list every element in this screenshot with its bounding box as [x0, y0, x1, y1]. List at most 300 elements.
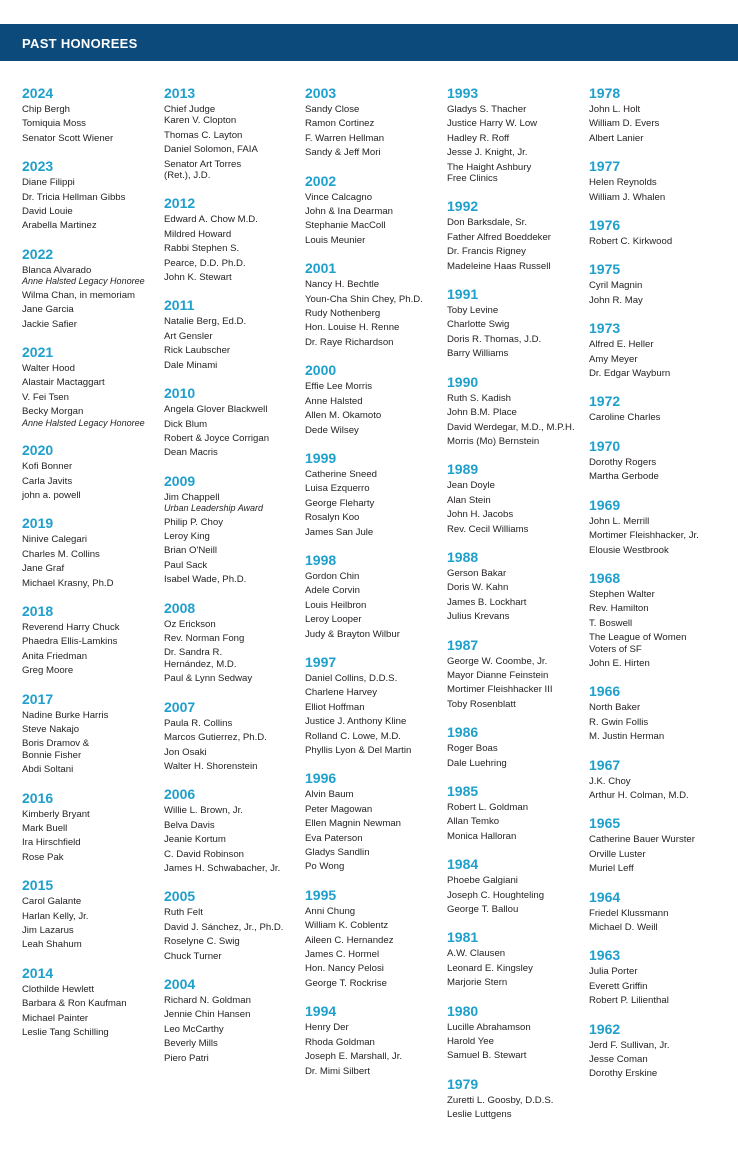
year-heading: 1991	[447, 286, 479, 303]
honoree-name: Dr. Raye Richardson	[305, 336, 394, 348]
honoree-name: Caroline Charles	[589, 412, 661, 424]
year-block	[164, 786, 309, 874]
honoree-name: Isabel Wade, Ph.D.	[164, 574, 247, 586]
honoree-item	[589, 516, 734, 527]
year-heading: 2019	[22, 515, 54, 532]
honoree-name: Effie Lee Morris	[305, 381, 373, 393]
honoree-name: john a. powell	[22, 489, 81, 501]
year-heading: 2015	[22, 877, 54, 894]
honoree-item	[305, 847, 450, 858]
honoree-item	[589, 104, 734, 115]
honoree-name: Becky Morgan	[22, 406, 84, 418]
honoree-item	[305, 425, 450, 436]
honoree-item	[22, 651, 167, 662]
year-heading: 1978	[589, 85, 621, 101]
page-header	[0, 24, 738, 61]
honoree-name: James San Jule	[305, 526, 374, 538]
year-heading: 2018	[22, 602, 54, 619]
honoree-item	[305, 118, 450, 129]
honoree-item	[589, 368, 734, 379]
honoree-item	[447, 1109, 592, 1120]
year-heading: 2006	[164, 786, 196, 803]
honoree-item	[305, 512, 450, 523]
year-heading: 1979	[447, 1075, 479, 1092]
honoree-item	[164, 863, 309, 874]
year-block	[447, 783, 592, 842]
honoree-name: Jennie Chin Hansen	[164, 1009, 251, 1021]
year-heading: 1993	[447, 85, 479, 101]
honoree-item	[447, 656, 592, 667]
year-heading: 1990	[447, 373, 479, 390]
year-block	[305, 362, 450, 436]
honoree-name: Marcos Gutierrez, Ph.D.	[164, 732, 267, 744]
honoree-item	[164, 447, 309, 458]
year-block	[164, 888, 309, 962]
honoree-name: Rick Laubscher	[164, 345, 231, 357]
year-block	[305, 552, 450, 640]
honoree-name: Angela Glover Blackwell	[164, 404, 268, 416]
honoree-name: Paul & Lynn Sedway	[164, 673, 253, 685]
honoree-item	[22, 319, 167, 330]
honoree-name: Senator Scott Wiener	[22, 132, 114, 144]
honoree-item	[305, 396, 450, 407]
honoree-name: Arabella Martinez	[22, 220, 97, 232]
honoree-name: Dede Wilsey	[305, 424, 359, 436]
honoree-item	[589, 412, 734, 423]
honoree-item	[447, 611, 592, 622]
honoree-item	[447, 1050, 592, 1061]
honoree-name: Wilma Chan, in memoriam	[22, 289, 136, 301]
honoree-name: John L. Merrill	[589, 515, 650, 527]
honoree-name-continued: Hernández, M.D.	[164, 658, 237, 670]
honoree-award-note: Urban Leadership Award	[164, 503, 264, 514]
year-block	[22, 965, 167, 1039]
honoree-name: Po Wong	[305, 861, 345, 873]
honoree-item	[22, 220, 167, 231]
honoree-item	[305, 410, 450, 421]
honoree-item	[589, 192, 734, 203]
honoree-name: Paula R. Collins	[164, 717, 233, 729]
honoree-item	[447, 162, 592, 185]
honoree-item	[447, 104, 592, 115]
year-block	[22, 442, 167, 501]
honoree-name: Beverly Mills	[164, 1038, 218, 1050]
honoree-name: Hadley R. Roff	[447, 132, 510, 144]
honoree-item	[305, 1022, 450, 1033]
honoree-name: Catherine Sneed	[305, 468, 378, 480]
honoree-item	[22, 998, 167, 1009]
honoree-name: Jim Chappell	[164, 491, 220, 503]
honoree-item	[164, 820, 309, 831]
honoree-name: Leslie Luttgens	[447, 1109, 512, 1121]
honoree-name: Julius Krevans	[447, 611, 510, 623]
honoree-name: Jim Lazarus	[22, 925, 74, 937]
honoree-item	[305, 804, 450, 815]
honoree-item	[164, 922, 309, 933]
honoree-item	[447, 963, 592, 974]
year-block	[305, 770, 450, 872]
honoree-item	[164, 144, 309, 155]
year-heading: 1985	[447, 783, 479, 799]
honoree-name: Dick Blum	[164, 418, 208, 430]
honoree-item	[164, 272, 309, 283]
honoree-item	[22, 925, 167, 936]
honoree-name: Ellen Magnin Newman	[305, 818, 401, 830]
honoree-name: Art Gensler	[164, 330, 213, 342]
honoree-item	[164, 243, 309, 254]
honoree-name: Samuel B. Stewart	[447, 1050, 527, 1062]
honoree-name-continued: Karen V. Clopton	[164, 115, 237, 127]
year-heading: 2014	[22, 964, 54, 981]
honoree-item	[589, 966, 734, 977]
honoree-name: Michael Krasny, Ph.D	[22, 577, 114, 589]
honoree-name: Gladys Sandlin	[305, 847, 370, 859]
honoree-item	[305, 220, 450, 231]
year-block	[305, 173, 450, 247]
honoree-name: William D. Evers	[589, 118, 660, 130]
honorees-column-3	[305, 85, 450, 1091]
honoree-item	[305, 294, 450, 305]
honoree-name: A.W. Clausen	[447, 948, 506, 960]
honoree-item	[447, 1036, 592, 1047]
honoree-item	[305, 133, 450, 144]
year-heading: 2001	[305, 260, 337, 277]
year-block	[589, 815, 734, 874]
honoree-name: Allen M. Okamoto	[305, 410, 382, 422]
honoree-name: Walter Hood	[22, 362, 75, 374]
honoree-item	[22, 738, 167, 761]
honoree-name: Rabbi Stephen S.	[164, 243, 240, 255]
year-block	[305, 85, 450, 159]
year-block	[589, 158, 734, 203]
honoree-name: Charlene Harvey	[305, 687, 377, 699]
honoree-name: Henry Der	[305, 1022, 349, 1034]
honoree-name: William J. Whalen	[589, 191, 666, 203]
honoree-name: The Haight Ashbury	[447, 161, 532, 173]
year-block	[305, 1003, 450, 1077]
honoree-name: Dorothy Rogers	[589, 456, 657, 468]
honoree-item	[22, 578, 167, 589]
honorees-column-4	[447, 85, 592, 1135]
honoree-name: Rev. Hamilton	[589, 603, 649, 615]
honoree-name: Clothilde Hewlett	[22, 983, 94, 995]
honoree-item	[447, 246, 592, 257]
honoree-name: James H. Schwabacher, Jr.	[164, 862, 281, 874]
honoree-name: Ruth S. Kadish	[447, 392, 511, 404]
honoree-item	[164, 647, 309, 670]
honoree-name: Louis Heilbron	[305, 599, 367, 611]
honoree-item	[305, 206, 450, 217]
honoree-item	[164, 331, 309, 342]
honoree-name: Jackie Safier	[22, 318, 77, 330]
honoree-name: Edward A. Chow M.D.	[164, 214, 258, 226]
year-heading: 1984	[447, 856, 479, 873]
honoree-item	[305, 279, 450, 290]
honoree-item	[447, 436, 592, 447]
honoree-name: Friedel Klussmann	[589, 907, 669, 919]
year-heading: 1967	[589, 756, 621, 773]
honoree-item	[22, 377, 167, 388]
year-block	[447, 461, 592, 535]
year-block	[22, 246, 167, 330]
honoree-item	[164, 718, 309, 729]
honoree-name: Alvin Baum	[305, 789, 354, 801]
honoree-item	[447, 422, 592, 433]
honoree-name: Blanca Alvarado	[22, 264, 92, 276]
honoree-item	[447, 948, 592, 959]
honoree-item	[22, 724, 167, 735]
honoree-item	[164, 104, 309, 127]
honoree-item	[305, 949, 450, 960]
honoree-name: Dorothy Erskine	[589, 1068, 658, 1080]
year-heading: 2022	[22, 245, 54, 262]
honoree-name: Walter H. Shorenstein	[164, 760, 258, 772]
honoree-item	[164, 492, 309, 514]
honoree-name: Greg Moore	[22, 665, 74, 677]
year-block	[589, 320, 734, 379]
year-block	[589, 393, 734, 423]
honoree-name: Everett Griffin	[589, 980, 648, 992]
honoree-name: Julia Porter	[589, 966, 638, 978]
honoree-item	[305, 833, 450, 844]
honoree-name: Nancy H. Bechtle	[305, 279, 380, 291]
honoree-item	[164, 159, 309, 182]
year-heading: 1989	[447, 461, 479, 478]
honoree-item	[589, 280, 734, 291]
honoree-name: Lucille Abrahamson	[447, 1021, 531, 1033]
honoree-item	[22, 476, 167, 487]
year-heading: 2017	[22, 690, 54, 707]
honoree-name: David Werdegar, M.D., M.P.H.	[447, 421, 575, 433]
honoree-item	[589, 834, 734, 845]
honoree-name: Justice Harry W. Low	[447, 118, 538, 130]
year-heading: 1975	[589, 261, 621, 278]
year-block	[22, 877, 167, 951]
honoree-name: Jesse J. Knight, Jr.	[447, 147, 528, 159]
year-heading: 2021	[22, 343, 54, 360]
honoree-item	[164, 360, 309, 371]
honoree-item	[447, 977, 592, 988]
honoree-item	[589, 133, 734, 144]
honoree-item	[305, 600, 450, 611]
honoree-name: Diane Filippi	[22, 177, 75, 189]
honoree-name: Robert P. Lilienthal	[589, 995, 669, 1007]
honoree-item	[589, 922, 734, 933]
honoree-item	[164, 747, 309, 758]
year-heading: 2007	[164, 698, 196, 715]
honoree-item	[589, 995, 734, 1006]
year-heading: 1996	[305, 770, 337, 787]
honoree-item	[22, 809, 167, 820]
honoree-item	[447, 319, 592, 330]
honoree-name: Albert Lanier	[589, 132, 644, 144]
honoree-name: Charles M. Collins	[22, 548, 100, 560]
honoree-item	[305, 745, 450, 756]
honoree-item	[447, 495, 592, 506]
honoree-name: John & Ina Dearman	[305, 206, 393, 218]
honoree-item	[164, 834, 309, 845]
honoree-name: Zuretti L. Goosby, D.D.S.	[447, 1094, 554, 1106]
honoree-item	[305, 978, 450, 989]
honoree-name: Marjorie Stern	[447, 977, 508, 989]
honoree-name: Daniel Collins, D.D.S.	[305, 672, 398, 684]
honoree-item	[305, 308, 450, 319]
honoree-item	[447, 118, 592, 129]
honoree-item	[447, 670, 592, 681]
year-block	[447, 549, 592, 623]
honoree-name: George Fleharty	[305, 497, 375, 509]
year-block	[589, 261, 734, 306]
honoree-item	[305, 469, 450, 480]
honoree-name: Jean Doyle	[447, 480, 495, 492]
honoree-item	[164, 761, 309, 772]
honoree-item	[164, 805, 309, 816]
honoree-name: Alan Stein	[447, 494, 491, 506]
year-heading: 2002	[305, 172, 337, 189]
honoree-item	[305, 687, 450, 698]
honoree-item	[164, 130, 309, 141]
honoree-item	[22, 823, 167, 834]
honoree-item	[589, 702, 734, 713]
honoree-name: George T. Ballou	[447, 904, 519, 916]
honoree-name: Roselyne C. Swig	[164, 936, 240, 948]
honoree-item	[305, 906, 450, 917]
honoree-name: Rose Pak	[22, 851, 64, 863]
honoree-name: Jeanie Kortum	[164, 834, 226, 846]
honoree-name: George W. Coombe, Jr.	[447, 655, 548, 667]
honoree-item	[164, 1024, 309, 1035]
honoree-item	[305, 614, 450, 625]
honoree-name: Boris Dramov &	[22, 738, 90, 750]
honoree-item	[447, 393, 592, 404]
honoree-item	[305, 147, 450, 158]
honoree-item	[22, 392, 167, 403]
honoree-item	[589, 618, 734, 629]
year-block	[447, 929, 592, 988]
honoree-name: Pearce, D.D. Ph.D.	[164, 257, 246, 269]
honoree-name: M. Justin Herman	[589, 731, 665, 743]
honoree-item	[305, 716, 450, 727]
honoree-name: Harlan Kelly, Jr.	[22, 910, 89, 922]
honoree-item	[22, 837, 167, 848]
honoree-item	[22, 104, 167, 115]
honoree-item	[164, 995, 309, 1006]
honoree-item	[589, 1054, 734, 1065]
year-heading: 1968	[589, 569, 621, 586]
honoree-item	[22, 461, 167, 472]
honorees-column-2	[164, 85, 309, 1078]
honoree-name: Elousie Westbrook	[589, 544, 669, 556]
honoree-item	[447, 890, 592, 901]
honoree-name: Carla Javits	[22, 475, 73, 487]
year-heading: 2013	[164, 85, 196, 101]
honoree-item	[447, 699, 592, 710]
honoree-item	[164, 1053, 309, 1064]
honoree-name: F. Warren Hellman	[305, 132, 385, 144]
honoree-item	[22, 549, 167, 560]
honoree-name: Mortimer Fleishhacker, Jr.	[589, 530, 699, 542]
honoree-item	[164, 633, 309, 644]
honoree-item	[305, 1037, 450, 1048]
honoree-item	[589, 658, 734, 669]
honoree-name: Mildred Howard	[164, 228, 232, 240]
year-heading: 1986	[447, 724, 479, 741]
honoree-name: John K. Stewart	[164, 272, 232, 284]
year-block	[447, 724, 592, 769]
honoree-name: Abdi Soltani	[22, 764, 74, 776]
year-heading: 1987	[447, 636, 479, 653]
honoree-name: Elliot Hoffman	[305, 701, 365, 713]
honoree-name: Leroy Looper	[305, 614, 362, 626]
honoree-name: Chief Judge	[164, 104, 216, 115]
honoree-name: Anne Halsted	[305, 395, 363, 407]
honoree-name: Stephanie MacColl	[305, 220, 386, 232]
honoree-name: John H. Jacobs	[447, 509, 514, 521]
honoree-item	[22, 177, 167, 188]
year-heading: 1966	[589, 683, 621, 700]
honoree-item	[589, 471, 734, 482]
honoree-name: Sandy & Jeff Mori	[305, 147, 381, 159]
honoree-item	[22, 1013, 167, 1024]
honoree-name: Phyllis Lyon & Del Martin	[305, 745, 412, 756]
honoree-item	[305, 629, 450, 640]
honoree-item	[22, 133, 167, 144]
honoree-name: Madeleine Haas Russell	[447, 260, 551, 272]
honoree-item	[164, 433, 309, 444]
honoree-item	[447, 1095, 592, 1106]
honoree-item	[164, 951, 309, 962]
honoree-item	[447, 524, 592, 535]
honoree-name: Kimberly Bryant	[22, 808, 90, 820]
honoree-name: Jane Garcia	[22, 304, 74, 316]
year-block	[305, 260, 450, 348]
honoree-name: Rosalyn Koo	[305, 512, 360, 524]
honoree-item	[305, 381, 450, 392]
honoree-name: Father Alfred Boeddeker	[447, 231, 551, 243]
year-heading: 1992	[447, 198, 479, 215]
year-block	[22, 603, 167, 677]
year-heading: 1977	[589, 158, 621, 175]
honoree-item	[447, 743, 592, 754]
honoree-name: Mayor Dianne Feinstein	[447, 669, 549, 681]
honoree-name: Justice J. Anthony Kline	[305, 716, 407, 728]
honoree-award-note: Anne Halsted Legacy Honoree	[22, 276, 145, 287]
honoree-item	[305, 483, 450, 494]
year-block	[164, 297, 309, 371]
honoree-name: Robert & Joyce Corrigan	[164, 432, 270, 444]
honoree-name: Michael D. Weill	[589, 922, 658, 933]
honoree-name: Anni Chung	[305, 905, 356, 917]
honoree-item	[447, 816, 592, 827]
honoree-item	[305, 235, 450, 246]
honoree-name-continued: Voters of SF	[589, 643, 642, 655]
honoree-item	[164, 229, 309, 240]
honoree-name: Leroy King	[164, 531, 210, 543]
honoree-name: R. Gwin Follis	[589, 716, 649, 728]
honoree-item	[447, 407, 592, 418]
year-block	[164, 195, 309, 283]
honoree-name: Helen Reynolds	[589, 177, 657, 189]
honoree-item	[164, 560, 309, 571]
honoree-name: Mortimer Fleishhacker III	[447, 684, 553, 696]
honoree-item	[305, 527, 450, 538]
honoree-item	[589, 545, 734, 556]
year-heading: 2005	[164, 888, 196, 905]
honoree-item	[589, 177, 734, 188]
year-block	[164, 85, 309, 181]
honoree-item	[22, 622, 167, 633]
honoree-name: Robert C. Kirkwood	[589, 236, 673, 248]
